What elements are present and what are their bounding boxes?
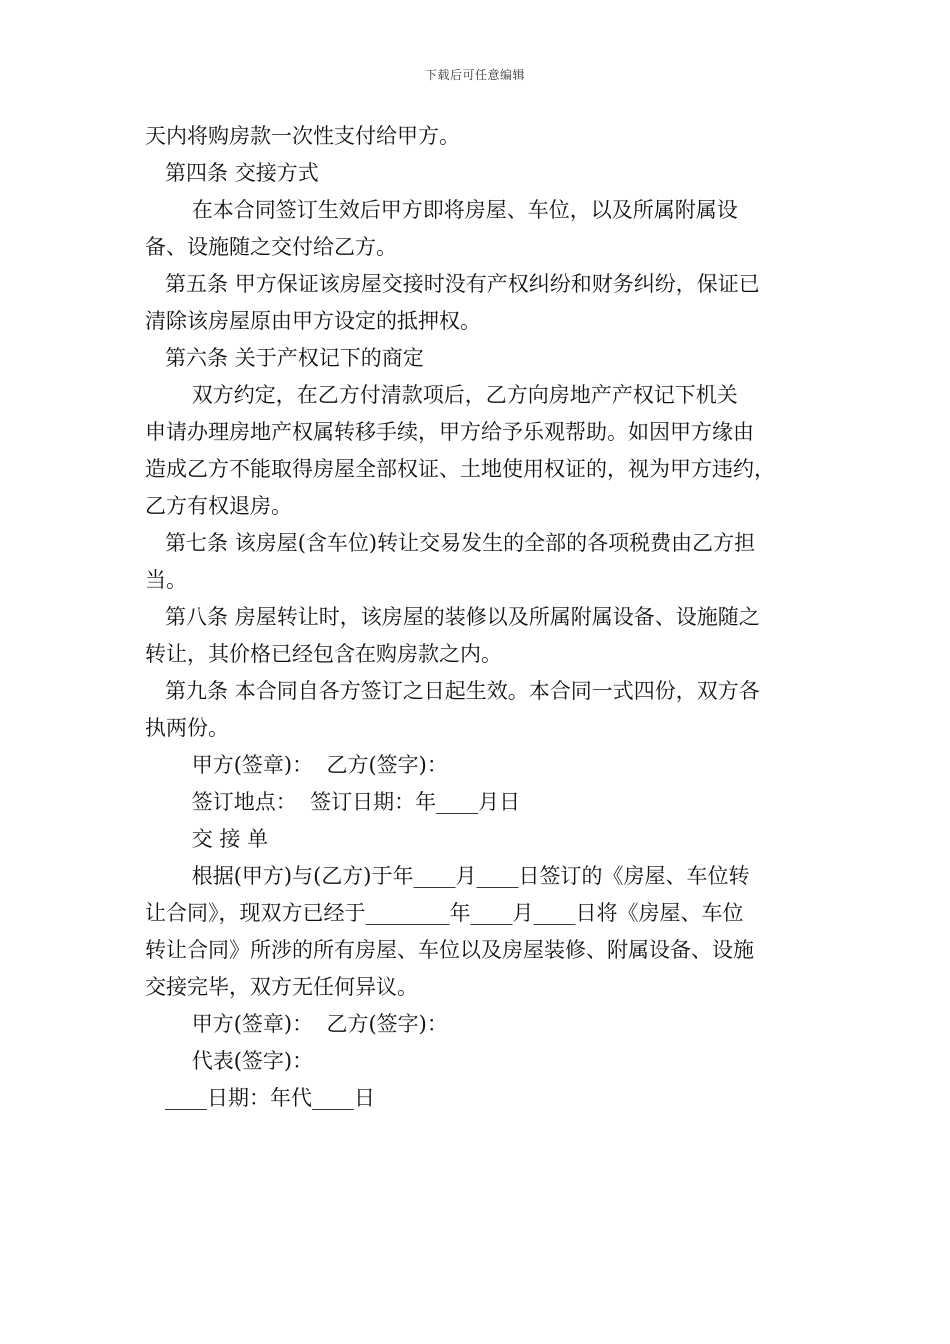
text-line: 甲方(签章)： 乙方(签字)： (145, 753, 448, 777)
paragraph-p1 (145, 118, 825, 155)
paragraph-p3 (145, 192, 825, 266)
text-line: 清除该房屋原由甲方设定的抵押权。 (145, 309, 481, 333)
paragraph-p15 (145, 1043, 825, 1080)
paragraph-p5 (145, 340, 825, 377)
text-line: 双方约定，在乙方付清款项后，乙方向房地产产权记下机关 (145, 383, 738, 407)
paragraph-p10 (145, 747, 825, 784)
paragraph-p8 (145, 599, 825, 673)
text-line: 第四条 交接方式 (145, 161, 319, 185)
text-line: 第五条 甲方保证该房屋交接时没有产权纠纷和财务纠纷，保证已 (145, 272, 760, 296)
text-line: 当。 (145, 568, 187, 592)
text-line: 转让合同》所涉的所有房屋、车位以及房屋装修、附属设备、设施 (145, 938, 754, 962)
text-line: 第六条 关于产权记下的商定 (145, 346, 424, 370)
text-line: 造成乙方不能取得房屋全部权证、土地使用权证的，视为甲方违约， (145, 457, 775, 481)
paragraph-p14 (145, 1006, 825, 1043)
page-header: 下载后可任意编辑 (424, 68, 525, 82)
text-line: 甲方(签章)： 乙方(签字)： (145, 1012, 448, 1036)
text-line: 天内将购房款一次性支付给甲方。 (145, 124, 460, 148)
text-line: 申请办理房地产权属转移手续，甲方给予乐观帮助。如因甲方缘由 (145, 420, 754, 444)
paragraph-p16 (145, 1080, 825, 1117)
text-line: 交 接 单 (145, 827, 269, 851)
paragraph-p9 (145, 673, 825, 747)
text-line: 在本合同签订生效后甲方即将房屋、车位，以及所属附属设 (145, 198, 738, 222)
text-line: 根据(甲方)与(乙方)于年____月____日签订的《房屋、车位转 (145, 864, 750, 888)
paragraph-p12 (145, 821, 825, 858)
text-line: 转让，其价格已经包含在购房款之内。 (145, 642, 502, 666)
text-line: 让合同》，现双方已经于________年____月____日将《房屋、车位 (145, 901, 744, 925)
text-line: 第七条 该房屋(含车位)转让交易发生的全部的各项税费由乙方担 (145, 531, 756, 555)
text-line: 第九条 本合同自各方签订之日起生效。本合同一式四份，双方各 (145, 679, 760, 703)
paragraph-p4 (145, 266, 825, 340)
text-line: 第八条 房屋转让时，该房屋的装修以及所属附属设备、设施随之 (145, 605, 760, 629)
text-line: 代表(签字)： (145, 1049, 314, 1073)
paragraph-p11 (145, 784, 825, 821)
paragraph-p7 (145, 525, 825, 599)
document-body (145, 118, 825, 1117)
text-line: ____日期：年代____日 (145, 1086, 376, 1110)
text-line: 签订地点： 签订日期：年____月日 (145, 790, 521, 814)
paragraph-p2 (145, 155, 825, 192)
paragraph-p6 (145, 377, 825, 525)
paragraph-p13 (145, 858, 825, 1006)
text-line: 执两份。 (145, 716, 229, 740)
text-line: 备、设施随之交付给乙方。 (145, 235, 397, 259)
text-line: 乙方有权退房。 (145, 494, 292, 518)
text-line: 交接完毕，双方无任何异议。 (145, 975, 418, 999)
